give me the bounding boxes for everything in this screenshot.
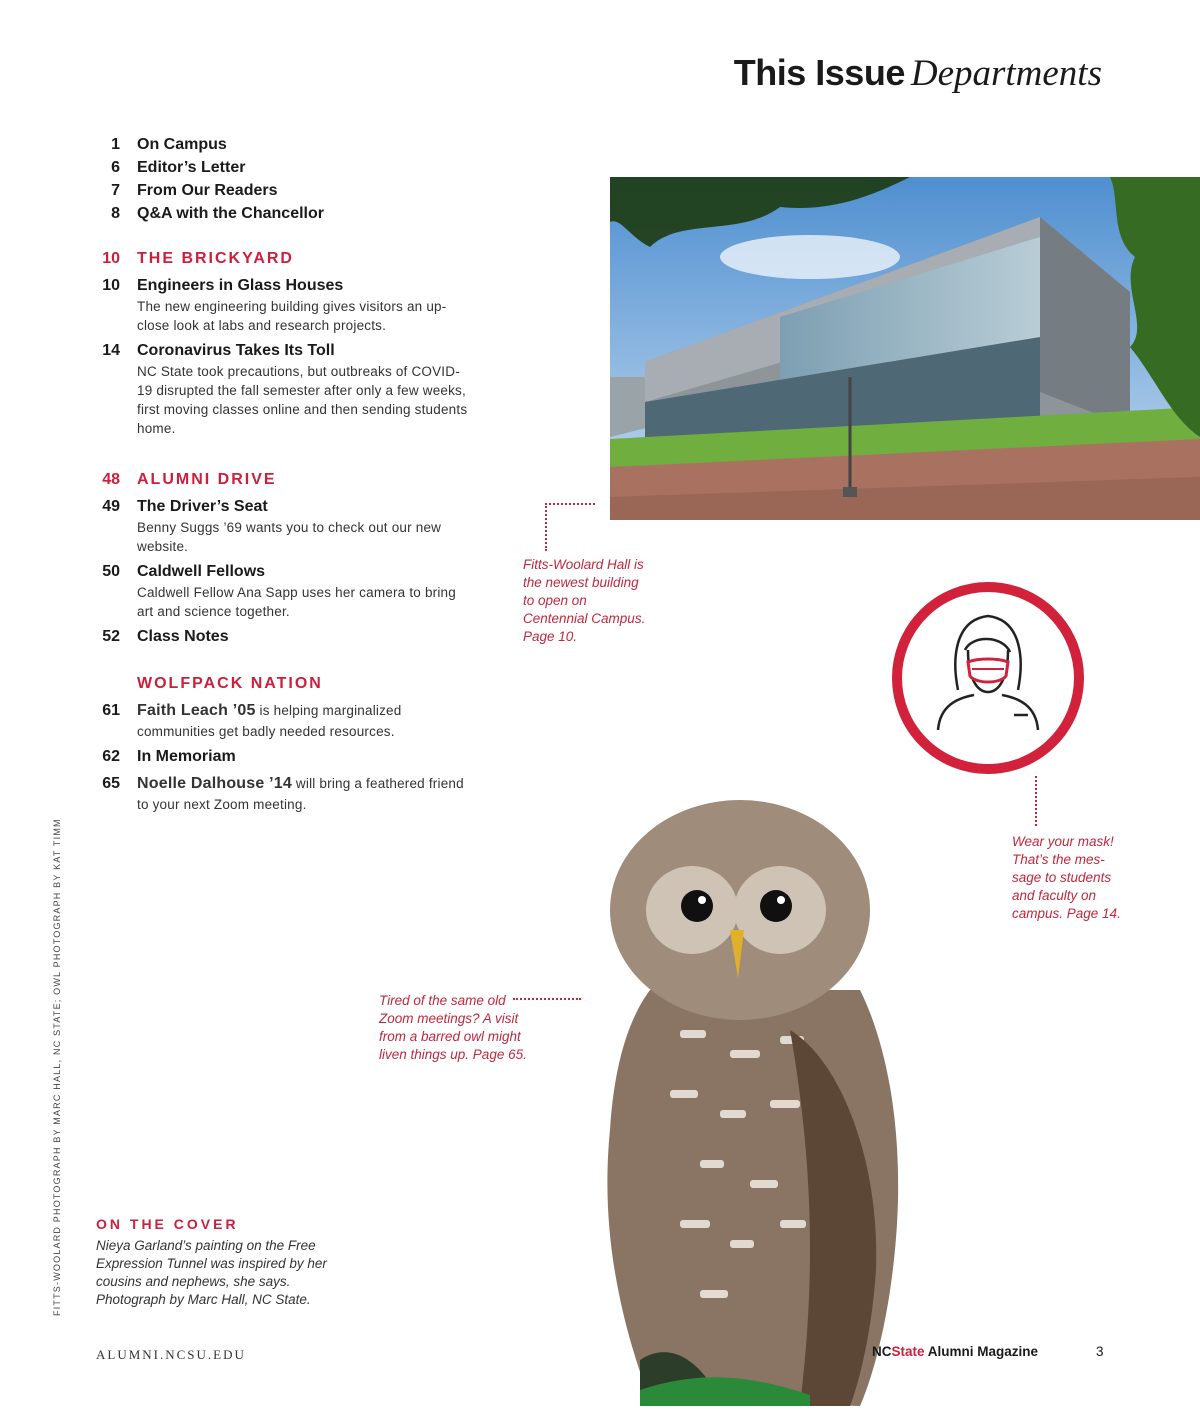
page-number-footer: 3 [1096, 1344, 1104, 1359]
caption-leader-line [545, 503, 547, 551]
toc-item[interactable] [88, 560, 468, 621]
toc-item[interactable] [88, 202, 468, 225]
page-number: 52 [102, 628, 120, 645]
caption-leader-line [1035, 776, 1037, 826]
toc-item-title: In Memoriam [137, 748, 236, 765]
toc-item-description: The new engineering building gives visitors an up-close look at labs and research projects. [137, 299, 447, 333]
caption-owl: Tired of the same old Zoom meetings? A visit from a barred owl might liven things up. Page 65. [379, 993, 527, 1062]
page-title [734, 52, 1102, 95]
page-number: 8 [111, 205, 120, 222]
toc-item[interactable] [88, 179, 468, 202]
page-number: 6 [111, 159, 120, 176]
toc-item-description: NC State took precautions, but outbreaks of COVID-19 disrupted the fall semester after only a few weeks, first moving classes online and then sending students home. [137, 364, 468, 436]
page-number: 65 [102, 775, 120, 792]
section-title: THE BRICKYARD [137, 250, 294, 267]
toc-item[interactable] [88, 699, 468, 741]
toc-item-description: Benny Suggs ’69 wants you to check out our new website. [137, 520, 442, 554]
toc-item-description: Caldwell Fellow Ana Sapp uses her camera to bring art and science together. [137, 585, 456, 619]
toc-item[interactable] [88, 133, 468, 156]
brand-state: State [891, 1344, 925, 1359]
toc-item-title: Faith Leach ’05 [137, 702, 256, 719]
toc-item[interactable] [88, 745, 468, 768]
page-number: 10 [102, 277, 120, 294]
footer-url[interactable]: ALUMNI.NCSU.EDU [96, 1347, 246, 1362]
photo-credit: FITTS-WOOLARD PHOTOGRAPH BY MARC HALL, NC STATE; OWL PHOTOGRAPH BY KAT TIMM [52, 818, 62, 1316]
section-title: WOLFPACK NATION [137, 675, 323, 692]
page-number: 48 [102, 471, 120, 488]
toc-item-title: Noelle Dalhouse ’14 [137, 775, 292, 792]
section-heading-brickyard[interactable] [88, 247, 468, 270]
section-title: ALUMNI DRIVE [137, 471, 277, 488]
barred-owl-photo [580, 800, 920, 1406]
title-this-issue: This Issue [733, 52, 905, 93]
brand-nc: NC [872, 1344, 892, 1359]
toc-item-title: Class Notes [137, 628, 229, 645]
title-departments: Departments [910, 53, 1102, 94]
caption-leader-line [513, 998, 581, 1000]
toc-item[interactable] [88, 339, 468, 438]
toc-item[interactable] [88, 495, 468, 556]
section-heading-alumni-drive[interactable] [88, 468, 468, 491]
caption-building: Fitts-Woolard Hall is the newest building to open on Centennial Campus. Page 10. [523, 557, 646, 644]
page-number: 1 [111, 136, 120, 153]
mask-icon [890, 580, 1086, 776]
toc-item-title: Q&A with the Chancellor [137, 205, 324, 222]
toc-item[interactable] [88, 274, 468, 335]
page-number: 10 [102, 250, 120, 267]
page-number: 50 [102, 563, 120, 580]
page-number: 49 [102, 498, 120, 515]
toc-item[interactable] [88, 772, 468, 814]
building-photo [610, 177, 1200, 520]
page-number: 61 [102, 702, 120, 719]
toc-item-description: is helping marginalized communities get badly needed resources. [137, 703, 402, 739]
caption-leader-line [545, 503, 595, 505]
toc-item[interactable] [88, 156, 468, 179]
toc-item-title: On Campus [137, 136, 227, 153]
toc-item[interactable] [88, 625, 468, 648]
toc-item-title: Coronavirus Takes Its Toll [137, 342, 335, 359]
section-heading-wolfpack-nation[interactable] [88, 672, 468, 695]
toc-item-title: From Our Readers [137, 182, 278, 199]
table-of-contents [88, 133, 468, 814]
toc-item-title: Editor’s Letter [137, 159, 246, 176]
brand-rest: Alumni Magazine [924, 1344, 1039, 1359]
toc-item-title: The Driver’s Seat [137, 498, 268, 515]
toc-item-title: Engineers in Glass Houses [137, 277, 344, 294]
caption-mask: Wear your mask! That’s the mes-sage to students and faculty on campus. Page 14. [1012, 834, 1121, 921]
page-number: 7 [111, 182, 120, 199]
page-number: 62 [102, 748, 120, 765]
on-the-cover-text: Nieya Garland’s painting on the Free Expression Tunnel was inspired by her cousins and nephews, she says. Photograph by Marc Hall, NC State. [96, 1238, 327, 1307]
page-number: 14 [102, 342, 120, 359]
footer-magazine-name [872, 1344, 1038, 1359]
on-the-cover-heading: ON THE COVER [96, 1216, 239, 1232]
toc-item-description: will bring a feathered friend to your next Zoom meeting. [137, 776, 464, 812]
toc-item-title: Caldwell Fellows [137, 563, 266, 580]
